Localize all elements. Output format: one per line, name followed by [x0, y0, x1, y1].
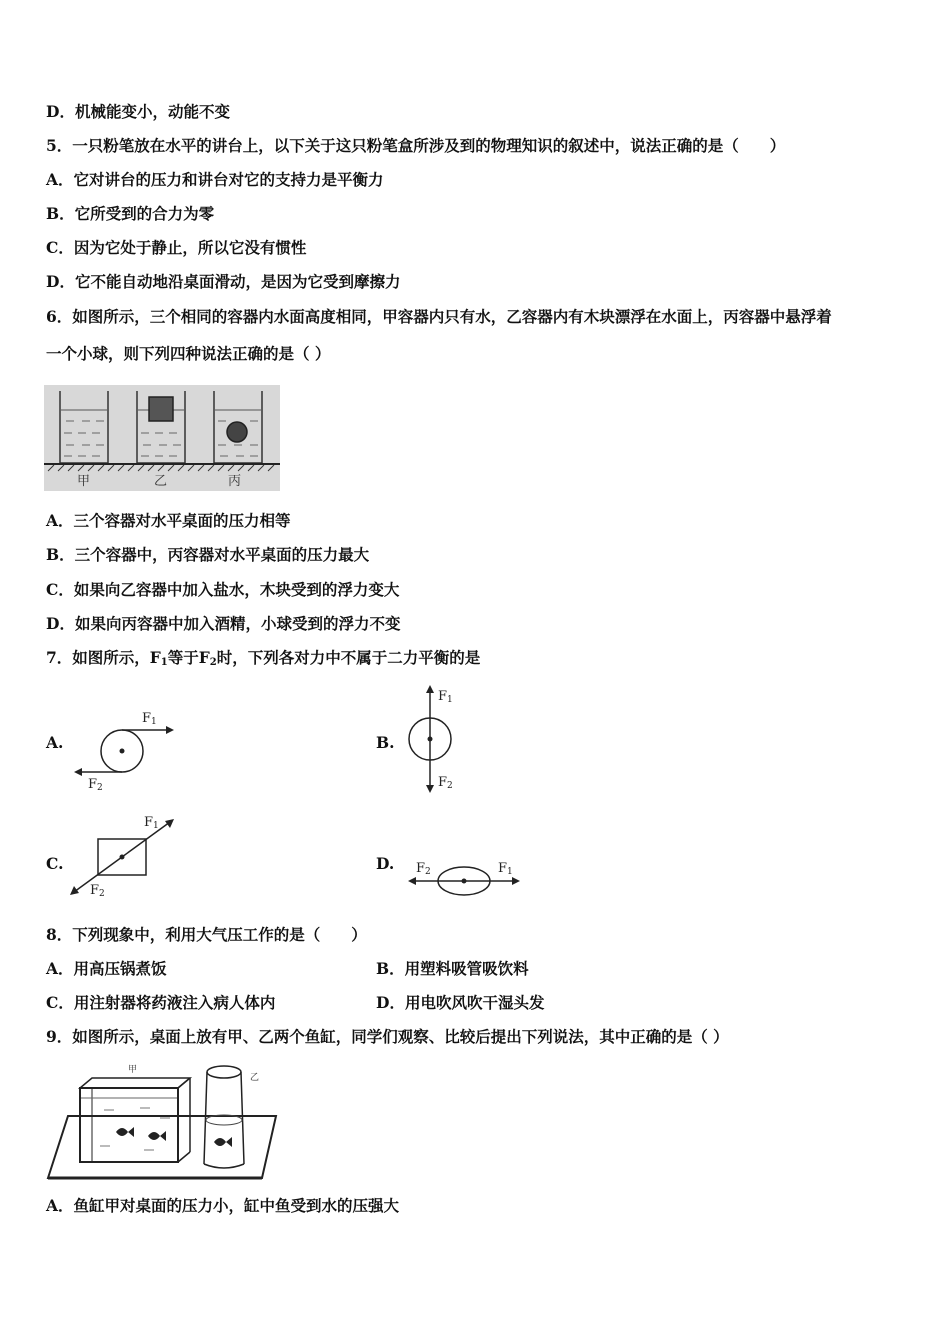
force-f2-label: F2: [90, 883, 105, 899]
q8-option-c: C．用注射器将药液注入病人体内: [46, 993, 276, 1012]
q8-stem: 8．下列现象中，利用大气压工作的是（ ）: [46, 925, 367, 944]
q8-option-b: B．用塑料吸管吸饮料: [376, 959, 529, 978]
q8-option-d: D．用电吹风吹干湿头发: [376, 993, 545, 1012]
label-jia: 甲: [77, 474, 91, 489]
q6-option-a: A．三个容器对水平桌面的压力相等: [46, 511, 291, 530]
q5-option-c: C．因为它处于静止，所以它没有惯性: [46, 238, 307, 257]
force-f2-label: F2: [88, 777, 103, 793]
q9-option-a: A．鱼缸甲对桌面的压力小，缸中鱼受到水的压强大: [46, 1196, 400, 1215]
force-f1-label: F1: [498, 861, 513, 877]
label-yi: 乙: [154, 474, 168, 489]
q5-option-d: D．它不能自动地沿桌面滑动，是因为它受到摩擦力: [46, 272, 401, 291]
q7-figure-c: [66, 812, 178, 902]
q7-label-a: A.: [46, 733, 64, 752]
q5-stem: 5．一只粉笔放在水平的讲台上，以下关于这只粉笔盒所涉及到的物理知识的叙述中，说法正确的是（ ）: [46, 136, 786, 155]
force-f1-label: F1: [142, 711, 157, 727]
q8-option-a: A．用高压锅煮饭: [46, 959, 167, 978]
q7-figure-d: [402, 852, 526, 902]
q6-option-c: C．如果向乙容器中加入盐水，木块受到的浮力变大: [46, 580, 400, 599]
q9-fish-tanks-figure: [44, 1060, 280, 1182]
q7-label-c: C.: [46, 854, 64, 873]
label-yi: 乙: [250, 1073, 260, 1083]
q6-stem-line1: 6．如图所示，三个相同的容器内水面高度相同，甲容器内只有水，乙容器内有木块漂浮在水面上，丙容器中悬浮着: [46, 307, 832, 326]
q5-option-a: A．它对讲台的压力和讲台对它的支持力是平衡力: [46, 170, 384, 189]
label-jia: 甲: [128, 1065, 138, 1075]
q6-stem-line2: 一个小球，则下列四种说法正确的是（ ）: [46, 344, 331, 363]
q7-figure-a: [70, 706, 180, 796]
q6-option-b: B．三个容器中，丙容器对水平桌面的压力最大: [46, 545, 370, 564]
q5-option-b: B．它所受到的合力为零: [46, 204, 215, 223]
label-bing: 丙: [228, 474, 242, 489]
q7-figure-b: [404, 683, 464, 795]
q9-stem: 9．如图所示，桌面上放有甲、乙两个鱼缸，同学们观察、比较后提出下列说法，其中正确的是（ ）: [46, 1027, 729, 1046]
force-f2-label: F2: [438, 775, 453, 791]
wood-block: [149, 397, 173, 421]
suspended-ball: [227, 422, 247, 442]
tank-jia: [80, 1078, 190, 1162]
q4-option-d: D．机械能变小，动能不变: [46, 102, 230, 121]
q7-stem: 7．如图所示，$F_1$等于$F_2$时，下列各对力中不属于二力平衡的是: [46, 648, 481, 668]
force-f2-label: F2: [416, 861, 431, 877]
force-f1-label: F1: [438, 689, 453, 705]
q7-label-b: B.: [376, 733, 395, 752]
q7-label-d: D.: [376, 854, 395, 873]
q6-containers-figure: [44, 385, 280, 491]
q6-option-d: D．如果向丙容器中加入酒精，小球受到的浮力不变: [46, 614, 401, 633]
force-f1-label: F1: [144, 815, 159, 831]
